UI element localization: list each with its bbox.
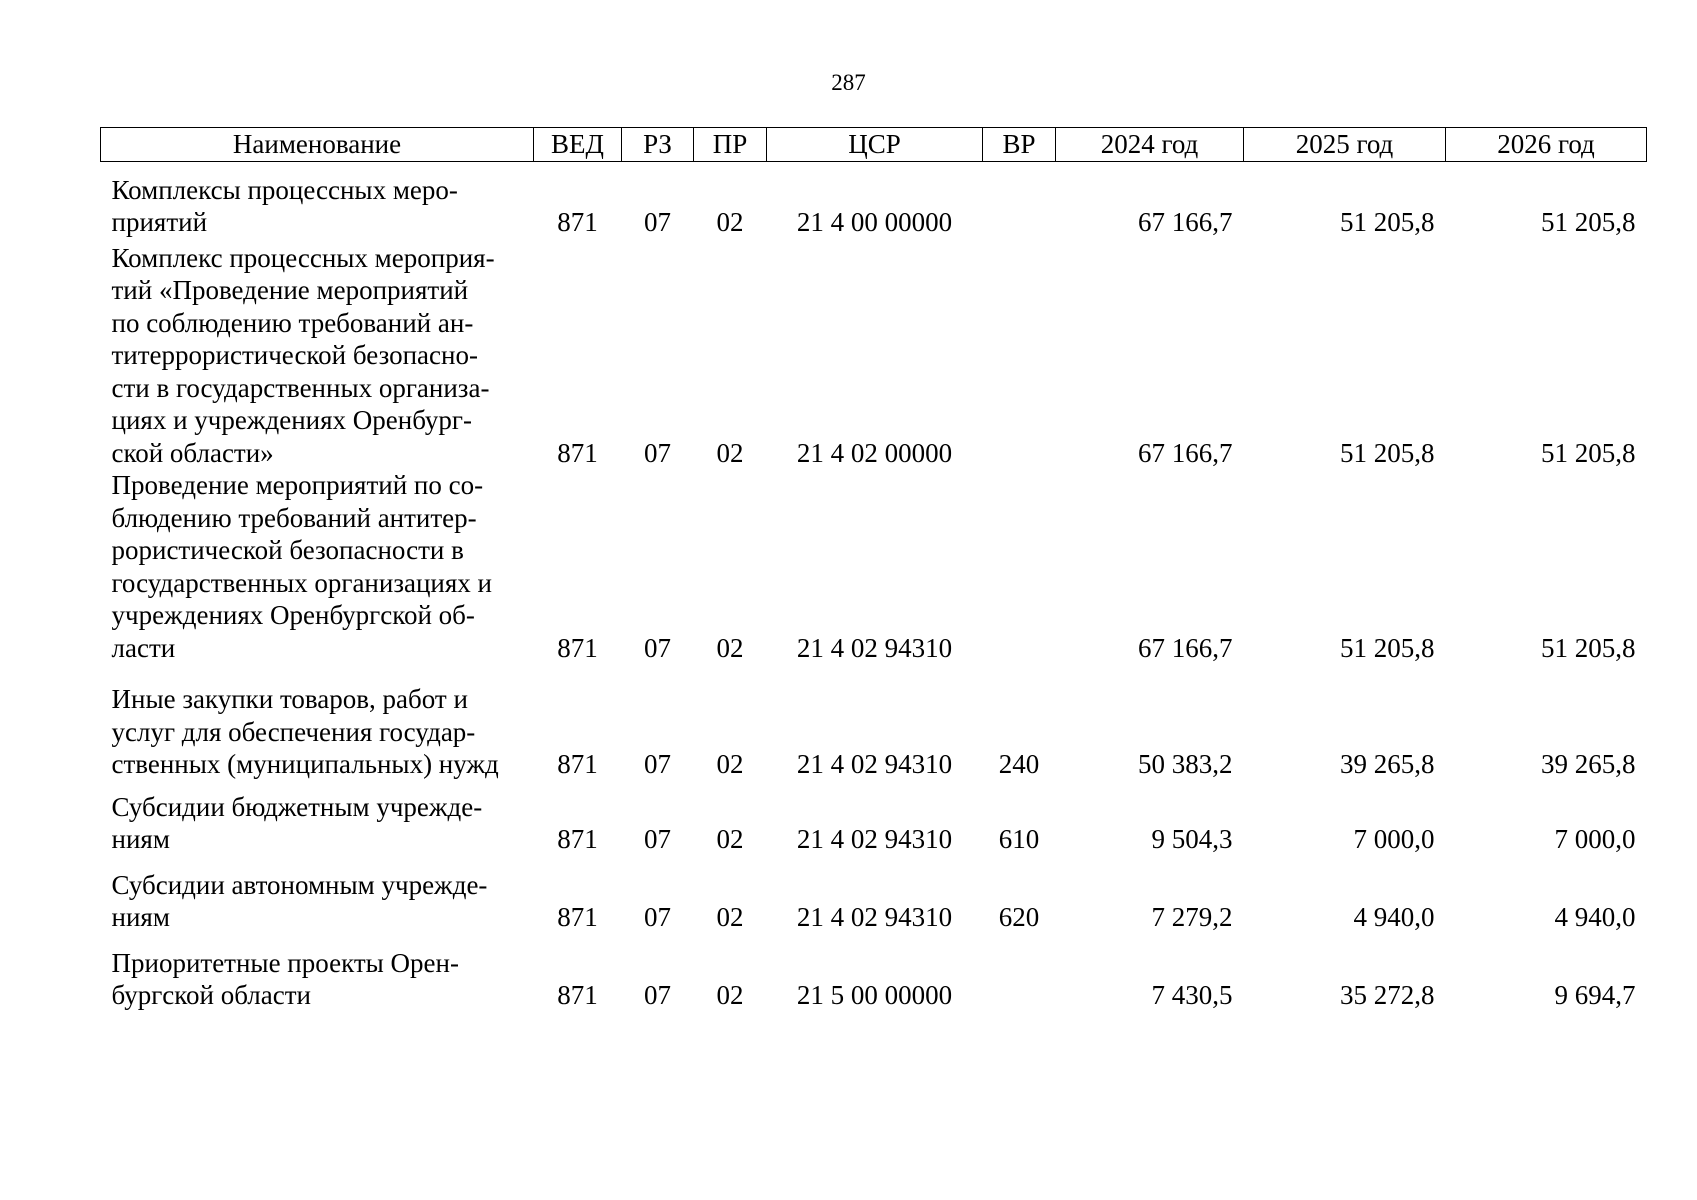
row-vr	[983, 239, 1056, 470]
row-vr	[983, 469, 1056, 664]
table-row	[101, 856, 1647, 934]
row-2025: 35 272,8	[1340, 980, 1435, 1010]
row-csr: 21 5 00 00000	[796, 980, 953, 1010]
row-ved: 871	[557, 749, 598, 779]
budget-table	[100, 127, 1647, 1012]
row-pr: 02	[716, 207, 744, 237]
row-ved: 871	[557, 437, 598, 468]
row-2026: 39 265,8	[1541, 749, 1636, 779]
row-csr: 21 4 00 00000	[796, 207, 953, 237]
row-pr: 02	[716, 437, 744, 468]
row-vr: 620	[998, 902, 1040, 932]
row-pr: 02	[716, 632, 744, 663]
row-rz: 07	[644, 207, 671, 237]
row-2025: 7 000,0	[1353, 824, 1435, 854]
row-pr: 02	[716, 980, 744, 1010]
table-header-row	[101, 128, 1647, 162]
row-pr: 02	[716, 749, 744, 779]
row-rz: 07	[644, 437, 671, 468]
row-2024: 7 430,5	[1151, 980, 1233, 1010]
row-rz: 07	[644, 632, 671, 663]
table-row	[101, 934, 1647, 1012]
row-2026: 9 694,7	[1554, 980, 1636, 1010]
row-name: Субсидии автономным учрежде- ниям	[111, 869, 488, 932]
row-vr: 610	[998, 824, 1040, 854]
row-pr: 02	[716, 902, 744, 932]
row-csr: 21 4 02 94310	[796, 902, 953, 932]
row-ved: 871	[557, 207, 598, 237]
row-csr: 21 4 02 94310	[796, 632, 953, 663]
row-2024: 67 166,7	[1138, 437, 1233, 468]
header-ved: ВЕД	[534, 128, 622, 162]
row-rz: 07	[644, 824, 671, 854]
row-rz: 07	[644, 749, 671, 779]
row-2024: 67 166,7	[1138, 632, 1233, 663]
row-ved: 871	[557, 902, 598, 932]
row-pr: 02	[716, 824, 744, 854]
header-2026: 2026 год	[1446, 128, 1647, 162]
row-2026: 51 205,8	[1541, 207, 1636, 237]
row-2025: 51 205,8	[1340, 632, 1435, 663]
row-2026: 51 205,8	[1541, 632, 1636, 663]
page-number: 287	[831, 70, 866, 95]
row-rz: 07	[644, 980, 671, 1010]
row-name: Субсидии бюджетным учрежде- ниям	[111, 791, 483, 854]
row-2025: 51 205,8	[1340, 207, 1435, 237]
header-csr: ЦСР	[767, 128, 983, 162]
row-name: Комплекс процессных мероприя- тий «Проведение мероприятий по соблюдению требований ан- титеррористической безопасно- сти в государственных организа- циях и учреждениях Оренбург- ской области»	[111, 242, 495, 468]
row-2025: 51 205,8	[1340, 437, 1435, 468]
row-2024: 7 279,2	[1151, 902, 1233, 932]
header-2024: 2024 год	[1056, 128, 1244, 162]
row-2026: 51 205,8	[1541, 437, 1636, 468]
table-row	[101, 664, 1647, 781]
header-rz: РЗ	[622, 128, 694, 162]
row-2024: 67 166,7	[1138, 207, 1233, 237]
table-row	[101, 239, 1647, 470]
row-name: Комплексы процессных меро- приятий	[111, 174, 458, 237]
row-name: Иные закупки товаров, работ и услуг для обеспечения государ- ственных (муниципальных) нужд	[111, 684, 499, 779]
row-2024: 50 383,2	[1138, 749, 1233, 779]
row-2025: 39 265,8	[1340, 749, 1435, 779]
header-vr: ВР	[983, 128, 1056, 162]
table-row	[101, 161, 1647, 239]
row-ved: 871	[557, 980, 598, 1010]
row-vr	[983, 161, 1056, 239]
table-row	[101, 781, 1647, 856]
header-pr: ПР	[694, 128, 767, 162]
row-vr	[983, 934, 1056, 1012]
row-csr: 21 4 02 94310	[796, 824, 953, 854]
row-2026: 4 940,0	[1554, 902, 1636, 932]
row-name: Приоритетные проекты Орен- бургской области	[111, 947, 459, 1010]
row-ved: 871	[557, 824, 598, 854]
row-name: Проведение мероприятий по со- блюдению требований антитер- рористической безопасности в государственных организациях и учреждениях Оренбургской об- ласти	[111, 470, 492, 663]
row-csr: 21 4 02 94310	[796, 749, 953, 779]
row-2026: 7 000,0	[1554, 824, 1636, 854]
table-row	[101, 469, 1647, 664]
header-2025: 2025 год	[1244, 128, 1446, 162]
row-2025: 4 940,0	[1353, 902, 1435, 932]
row-csr: 21 4 02 00000	[796, 437, 953, 468]
header-name: Наименование	[101, 128, 534, 162]
row-rz: 07	[644, 902, 671, 932]
row-ved: 871	[557, 632, 598, 663]
row-2024: 9 504,3	[1151, 824, 1233, 854]
row-vr: 240	[998, 749, 1040, 779]
